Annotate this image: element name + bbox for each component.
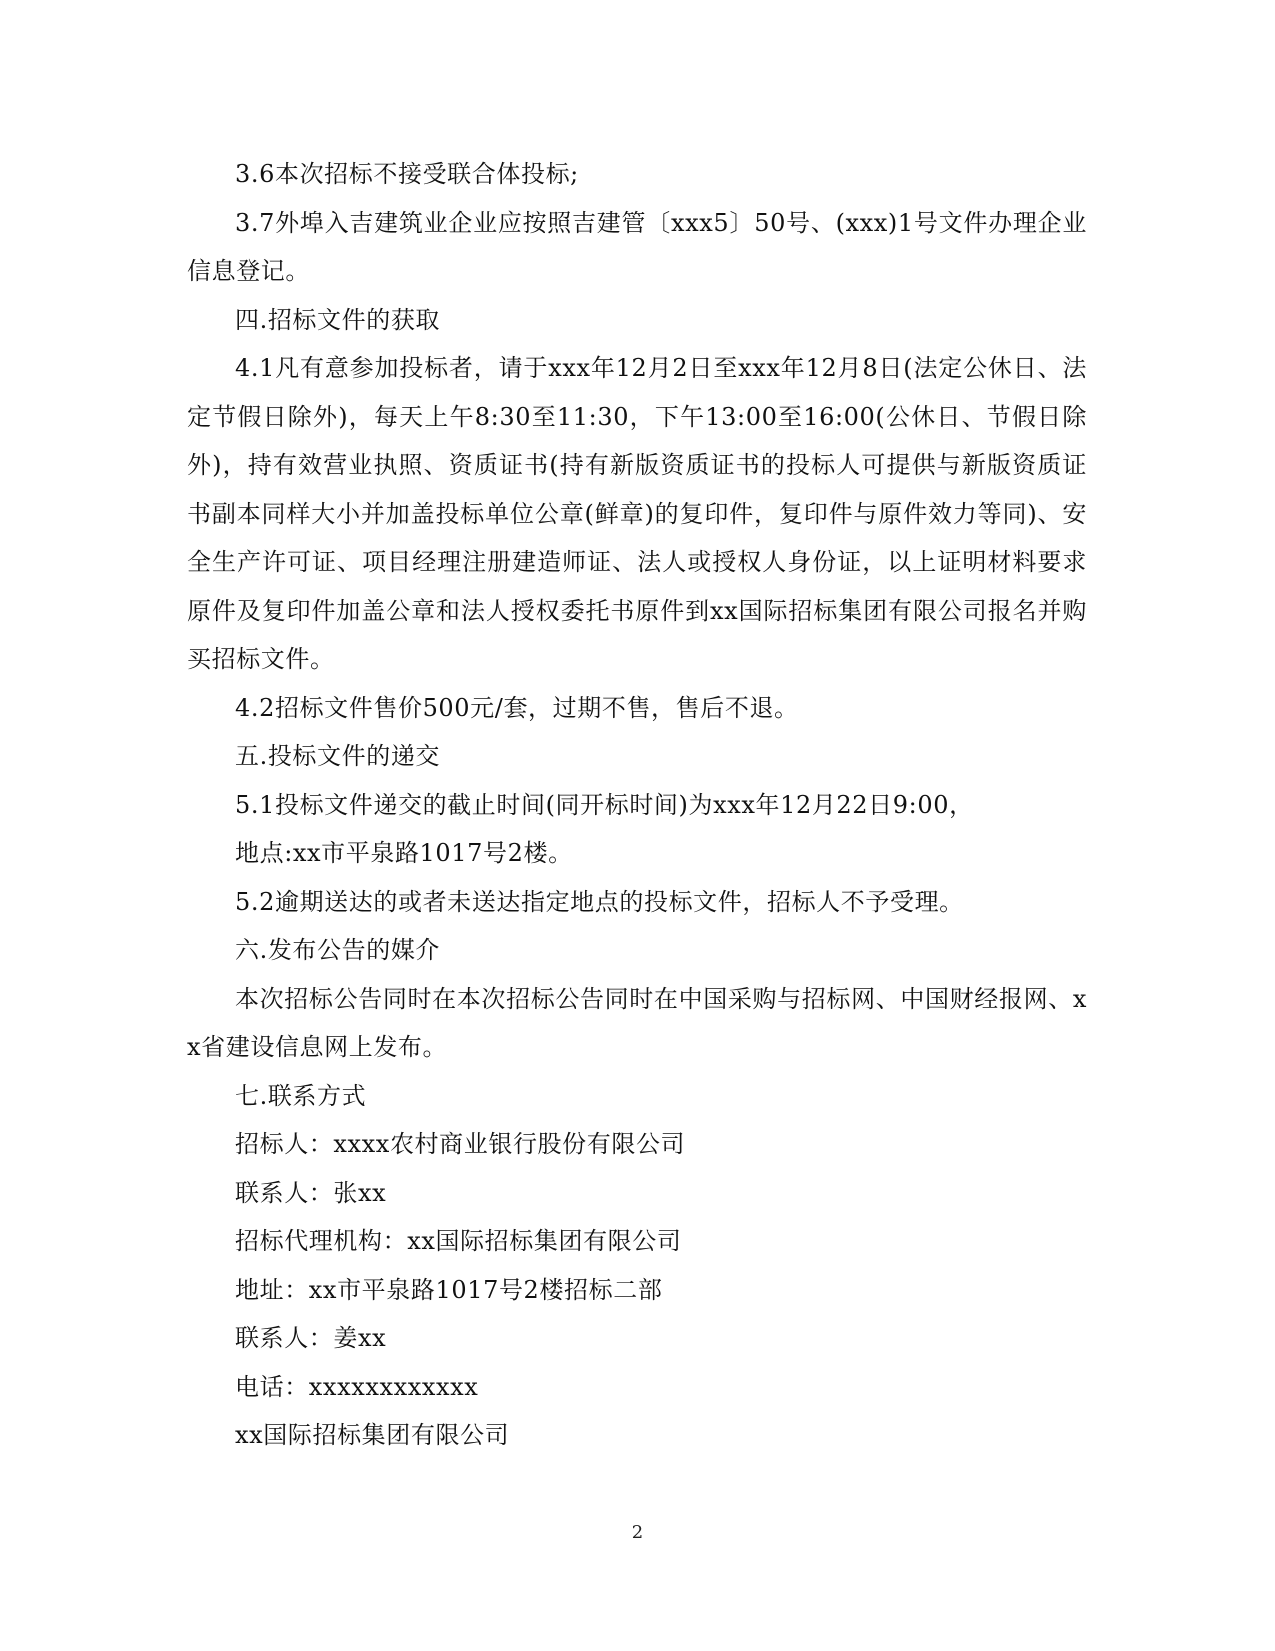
contact-tenderer: 招标人：xxxx农村商业银行股份有限公司 <box>235 1130 686 1158</box>
section-heading-4: 四.招标文件的获取 <box>235 305 441 334</box>
contact-agency: 招标代理机构：xx国际招标集团有限公司 <box>235 1227 682 1255</box>
paragraph-4-2: 4.2招标文件售价500元/套，过期不售，售后不退。 <box>235 693 799 722</box>
paragraph-3-6: 3.6本次招标不接受联合体投标; <box>235 160 579 188</box>
page-number: 2 <box>631 1522 644 1543</box>
contact-address: 地址：xx市平泉路1017号2楼招标二部 <box>235 1275 663 1304</box>
document-body <box>187 150 1087 1460</box>
paragraph-5-1: 5.1投标文件递交的截止时间(同开标时间)为xxx年12月22日9:00， <box>235 790 974 819</box>
section-heading-5: 五.投标文件的递交 <box>235 742 441 770</box>
paragraph-4-1: 4.1凡有意参加投标者，请于xxx年12月2日至xxx年12月8日(法定公休日、法定节假日除外)，每天上午8:30至11:30，下午13:00至16:00(公休日、节假日除外)，持有效营业执照、资质证书(持有新版资质证书的投标人可提供与新版资质证书副本同样大小并加盖投标单位公章(鲜章)的复印件，复印件与原件效力等同)、安全生产许可证、项目经理注册建造师证、法人或授权人身份证，以上证明材料要求原件及复印件加盖公章和法人授权委托书原件到xx国际招标集团有限公司报名并购买招标文件。 <box>187 354 1087 673</box>
section-heading-7: 七.联系方式 <box>235 1081 367 1110</box>
paragraph-media: 本次招标公告同时在本次招标公告同时在中国采购与招标网、中国财经报网、xx省建设信息网上发布。 <box>187 984 1087 1061</box>
contact-person-2: 联系人：姜xx <box>235 1324 387 1352</box>
contact-phone: 电话：xxxxxxxxxxxx <box>235 1372 479 1401</box>
paragraph-location: 地点:xx市平泉路1017号2楼。 <box>235 839 573 867</box>
contact-person-1: 联系人：张xx <box>235 1178 387 1207</box>
paragraph-5-2: 5.2逾期送达的或者未送达指定地点的投标文件，招标人不予受理。 <box>235 887 964 916</box>
paragraph-3-7: 3.7外埠入吉建筑业企业应按照吉建管〔xxx5〕50号、(xxx)1号文件办理企业信息登记。 <box>187 208 1087 285</box>
section-heading-6: 六.发布公告的媒介 <box>235 936 441 964</box>
signature-company: xx国际招标集团有限公司 <box>235 1421 510 1449</box>
